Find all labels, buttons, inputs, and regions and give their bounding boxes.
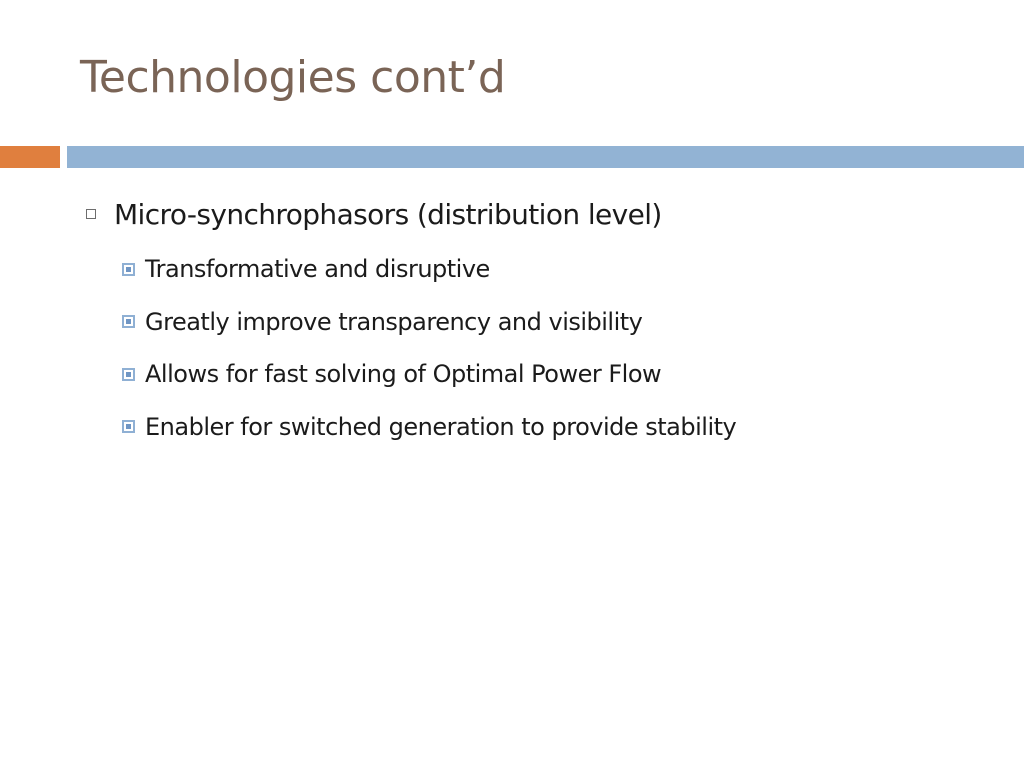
accent-bar-blue <box>67 146 1024 168</box>
sub-bullet-item <box>122 296 1004 349</box>
slide-title: Technologies cont’d <box>80 52 506 103</box>
sub-bullet-list <box>84 243 1004 453</box>
filled-square-bullet-icon <box>122 263 135 276</box>
bullet-item <box>84 193 1004 235</box>
sub-bullet-text: Allows for fast solving of Optimal Power Flow <box>145 360 662 389</box>
bullet-text: Micro-synchrophasors (distribution level) <box>114 197 662 231</box>
filled-square-bullet-icon <box>122 368 135 381</box>
hollow-square-bullet-icon <box>86 209 96 219</box>
filled-square-bullet-icon <box>122 315 135 328</box>
sub-bullet-text: Transformative and disruptive <box>145 255 490 284</box>
sub-bullet-text: Greatly improve transparency and visibility <box>145 307 643 336</box>
sub-bullet-item <box>122 348 1004 401</box>
accent-bar-orange <box>0 146 60 168</box>
sub-bullet-text: Enabler for switched generation to provide stability <box>145 412 737 441</box>
sub-bullet-item <box>122 401 1004 454</box>
filled-square-bullet-icon <box>122 420 135 433</box>
sub-bullet-item <box>122 243 1004 296</box>
bullet-list <box>84 193 1004 453</box>
